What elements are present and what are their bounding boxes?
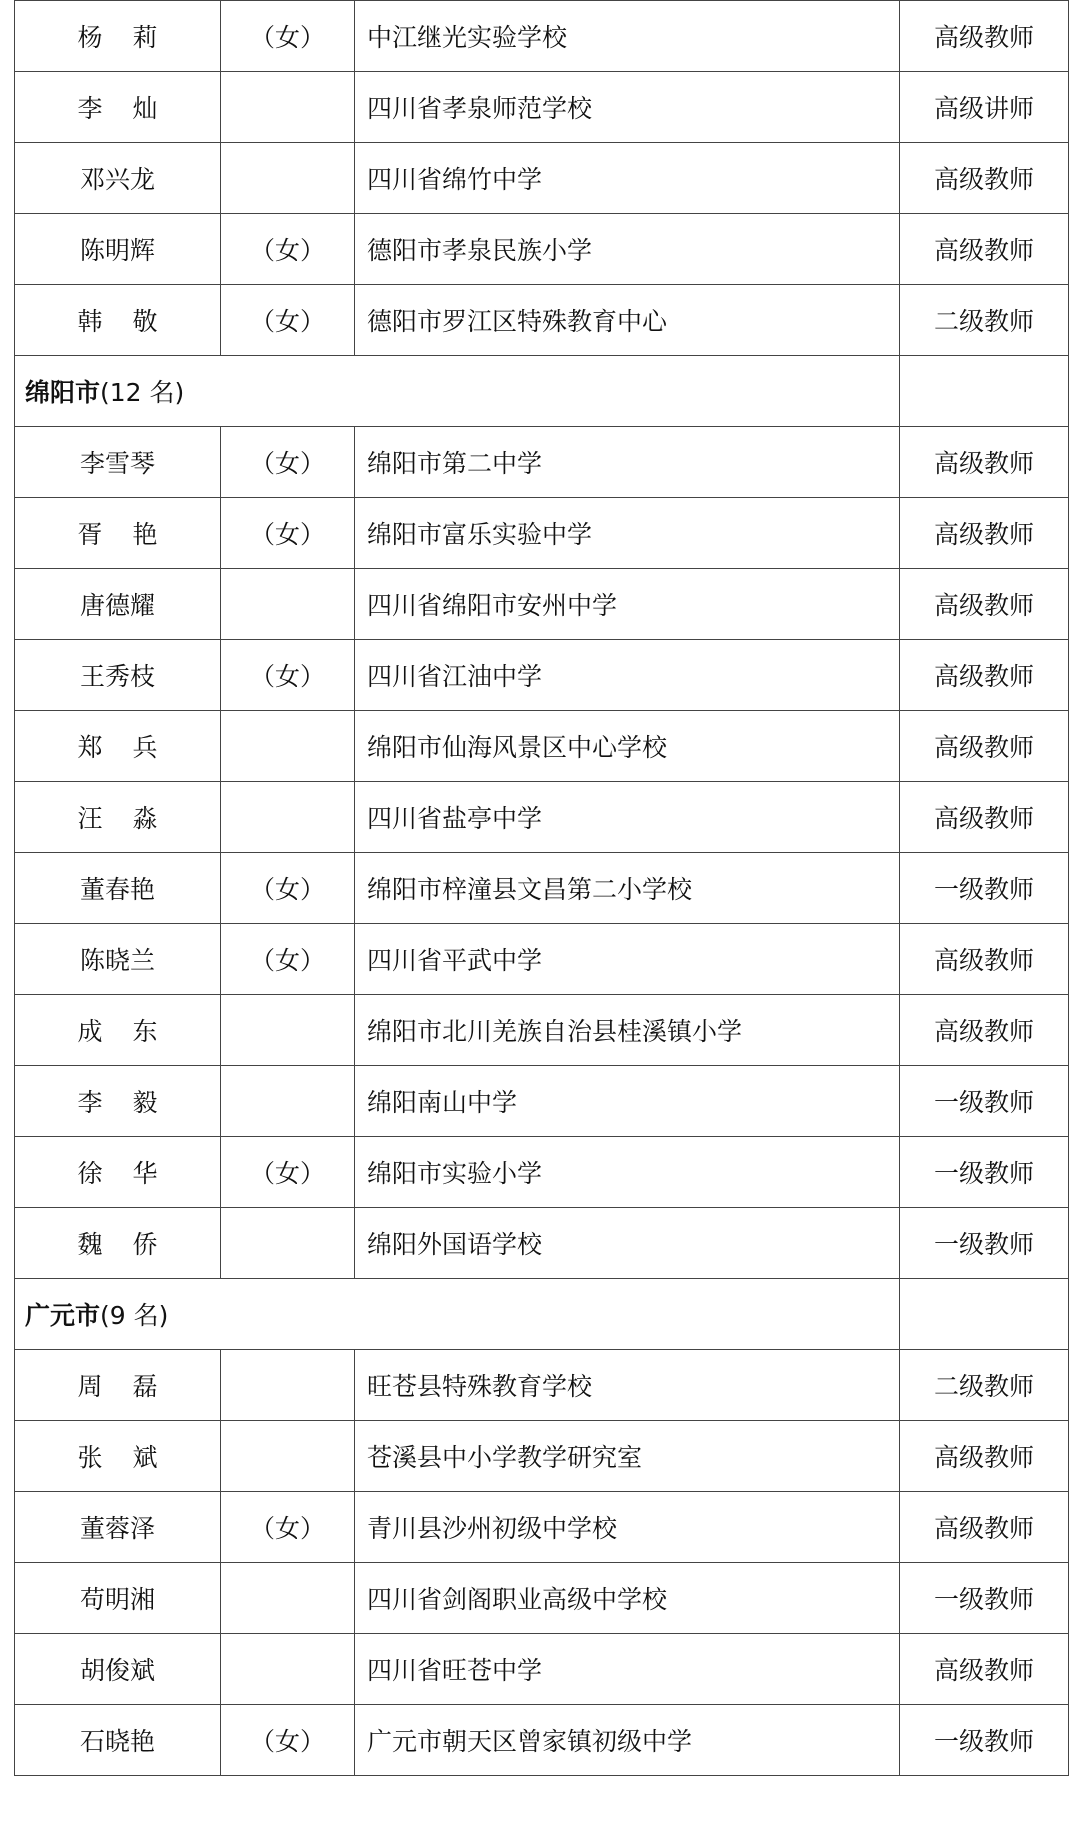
title-cell: 高级教师 [900,1492,1069,1563]
school-cell: 绵阳外国语学校 [355,1208,900,1279]
gender-cell: （女） [221,1705,355,1776]
title-cell: 高级教师 [900,427,1069,498]
name-cell [15,995,221,1066]
teacher-name: 周磊 [77,1372,188,1401]
table-row [15,427,1069,498]
name-cell [15,427,221,498]
table-row [15,1137,1069,1208]
name-cell [15,285,221,356]
school-cell: 青川县沙州初级中学校 [355,1492,900,1563]
section-city: 广元市 [25,1301,101,1330]
title-cell: 一级教师 [900,1066,1069,1137]
gender-cell [221,1350,355,1421]
gender-cell [221,1066,355,1137]
title-cell: 一级教师 [900,1208,1069,1279]
title-cell: 高级教师 [900,1421,1069,1492]
school-cell: 德阳市孝泉民族小学 [355,214,900,285]
school-cell: 德阳市罗江区特殊教育中心 [355,285,900,356]
table-row [15,285,1069,356]
table-body [15,1,1069,1776]
name-cell [15,72,221,143]
gender-cell [221,1563,355,1634]
name-cell [15,1,221,72]
teacher-name: 李灿 [77,94,188,123]
section-count: (9 名) [100,1301,169,1330]
teacher-name: 成东 [77,1017,188,1046]
school-cell: 四川省绵阳市安州中学 [355,569,900,640]
teacher-name: 杨莉 [77,23,188,52]
title-cell: 高级教师 [900,214,1069,285]
name-cell [15,853,221,924]
table-row [15,72,1069,143]
name-cell [15,569,221,640]
section-count: (12 名) [100,378,185,407]
table-row [15,1634,1069,1705]
title-cell: 高级教师 [900,924,1069,995]
section-header [15,1279,900,1350]
gender-cell: （女） [221,853,355,924]
table-row [15,1350,1069,1421]
teacher-name: 邓兴龙 [79,165,155,194]
name-cell [15,1350,221,1421]
title-cell: 高级教师 [900,569,1069,640]
teacher-name: 李雪琴 [79,449,155,478]
title-cell: 高级教师 [900,640,1069,711]
teacher-name: 胡俊斌 [79,1656,155,1685]
teacher-name: 陈晓兰 [79,946,155,975]
school-cell: 绵阳南山中学 [355,1066,900,1137]
gender-cell [221,72,355,143]
title-cell: 一级教师 [900,853,1069,924]
name-cell [15,1421,221,1492]
section-header [15,356,900,427]
table-row [15,995,1069,1066]
name-cell [15,640,221,711]
name-cell [15,498,221,569]
gender-cell [221,782,355,853]
table-row [15,924,1069,995]
table-row [15,782,1069,853]
teacher-name: 唐德耀 [79,591,155,620]
teacher-name: 郑兵 [77,733,188,762]
name-cell [15,711,221,782]
table-row [15,640,1069,711]
name-cell [15,1137,221,1208]
school-cell: 广元市朝天区曾家镇初级中学 [355,1705,900,1776]
school-cell: 四川省剑阁职业高级中学校 [355,1563,900,1634]
teacher-list-table [14,0,1069,1776]
teacher-name: 胥艳 [77,520,188,549]
gender-cell [221,711,355,782]
table-row [15,1421,1069,1492]
section-city: 绵阳市 [25,378,101,407]
teacher-name: 石晓艳 [79,1727,155,1756]
gender-cell: （女） [221,640,355,711]
table-row [15,498,1069,569]
name-cell [15,782,221,853]
school-cell: 四川省平武中学 [355,924,900,995]
name-cell [15,1208,221,1279]
name-cell [15,1492,221,1563]
name-cell [15,1066,221,1137]
title-cell: 高级教师 [900,1634,1069,1705]
section-header-empty-cell [900,1279,1069,1350]
name-cell [15,143,221,214]
teacher-name: 董蓉泽 [79,1514,155,1543]
teacher-name: 魏侨 [77,1230,188,1259]
gender-cell [221,1208,355,1279]
title-cell: 一级教师 [900,1137,1069,1208]
section-header-row [15,1279,1069,1350]
teacher-name: 王秀枝 [79,662,155,691]
gender-cell: （女） [221,427,355,498]
school-cell: 绵阳市北川羌族自治县桂溪镇小学 [355,995,900,1066]
name-cell [15,1705,221,1776]
table-row [15,1,1069,72]
school-cell: 四川省旺苍中学 [355,1634,900,1705]
school-cell: 中江继光实验学校 [355,1,900,72]
title-cell: 高级教师 [900,995,1069,1066]
section-header-empty-cell [900,356,1069,427]
title-cell: 一级教师 [900,1563,1069,1634]
gender-cell: （女） [221,924,355,995]
school-cell: 绵阳市富乐实验中学 [355,498,900,569]
teacher-name: 韩敬 [77,307,188,336]
title-cell: 二级教师 [900,285,1069,356]
table-row [15,853,1069,924]
teacher-name: 董春艳 [79,875,155,904]
gender-cell: （女） [221,214,355,285]
title-cell: 高级教师 [900,1,1069,72]
title-cell: 高级教师 [900,498,1069,569]
school-cell: 绵阳市梓潼县文昌第二小学校 [355,853,900,924]
teacher-name: 陈明辉 [79,236,155,265]
school-cell: 四川省江油中学 [355,640,900,711]
school-cell: 苍溪县中小学教学研究室 [355,1421,900,1492]
title-cell: 高级讲师 [900,72,1069,143]
school-cell: 绵阳市仙海风景区中心学校 [355,711,900,782]
school-cell: 四川省绵竹中学 [355,143,900,214]
name-cell [15,924,221,995]
gender-cell [221,1421,355,1492]
title-cell: 一级教师 [900,1705,1069,1776]
table-row [15,569,1069,640]
school-cell: 旺苍县特殊教育学校 [355,1350,900,1421]
gender-cell [221,569,355,640]
table-row [15,1492,1069,1563]
name-cell [15,1563,221,1634]
title-cell: 二级教师 [900,1350,1069,1421]
gender-cell: （女） [221,1,355,72]
table-row [15,214,1069,285]
school-cell: 绵阳市实验小学 [355,1137,900,1208]
school-cell: 四川省盐亭中学 [355,782,900,853]
table-row [15,711,1069,782]
gender-cell [221,143,355,214]
teacher-name: 张斌 [77,1443,188,1472]
teacher-name: 徐华 [77,1159,188,1188]
gender-cell: （女） [221,1137,355,1208]
teacher-name: 汪淼 [77,804,188,833]
gender-cell: （女） [221,1492,355,1563]
gender-cell: （女） [221,285,355,356]
table-row [15,1208,1069,1279]
table-row [15,143,1069,214]
gender-cell: （女） [221,498,355,569]
table-row [15,1705,1069,1776]
school-cell: 绵阳市第二中学 [355,427,900,498]
title-cell: 高级教师 [900,711,1069,782]
teacher-name: 李毅 [77,1088,188,1117]
title-cell: 高级教师 [900,143,1069,214]
gender-cell [221,1634,355,1705]
name-cell [15,214,221,285]
table-row [15,1066,1069,1137]
name-cell [15,1634,221,1705]
school-cell: 四川省孝泉师范学校 [355,72,900,143]
table-row [15,1563,1069,1634]
section-header-row [15,356,1069,427]
teacher-name: 苟明湘 [79,1585,155,1614]
gender-cell [221,995,355,1066]
title-cell: 高级教师 [900,782,1069,853]
